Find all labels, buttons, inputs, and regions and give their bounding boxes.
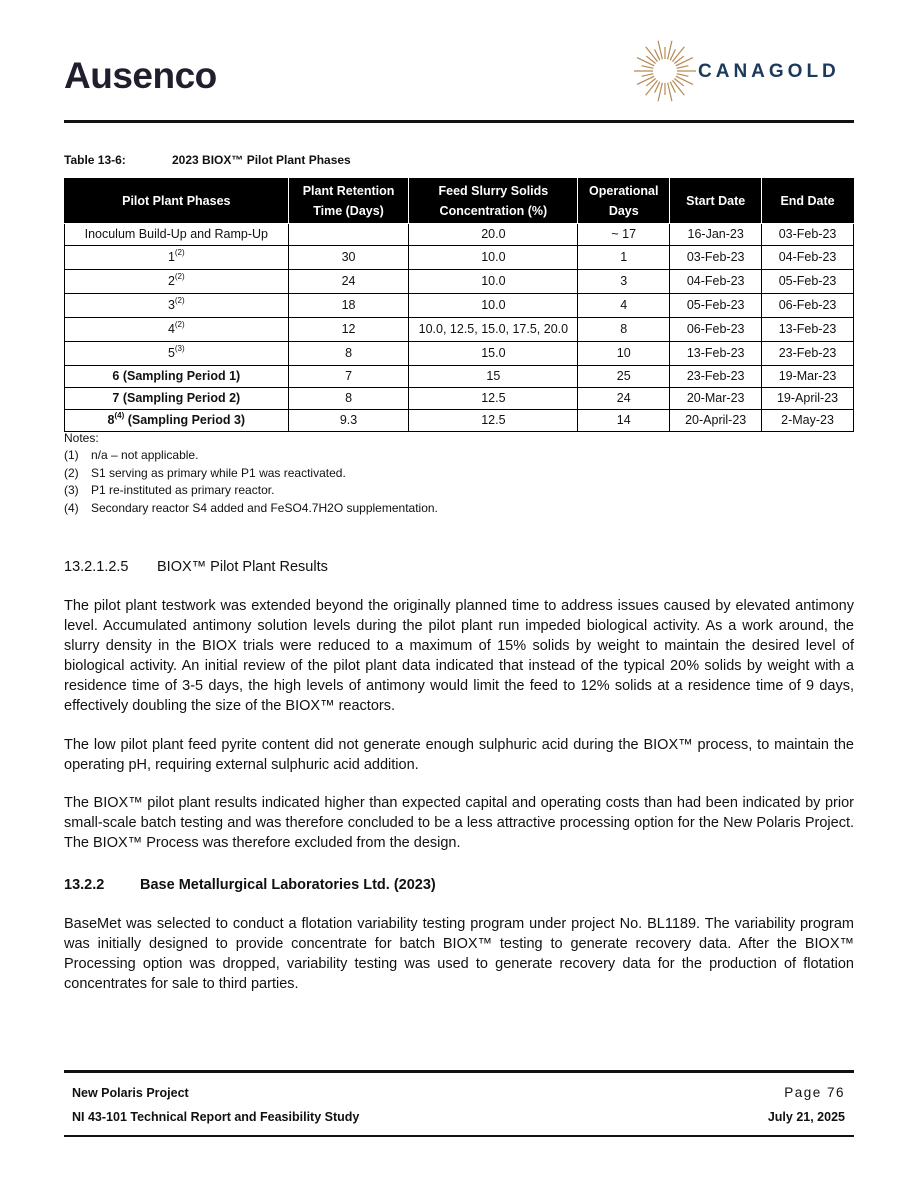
days-cell: 25 [578, 366, 670, 388]
start-date-cell: 23-Feb-23 [670, 366, 762, 388]
column-header-line: Time (Days) [313, 204, 384, 218]
footer-report: NI 43-101 Technical Report and Feasibility Study [72, 1110, 360, 1124]
start-date-cell: 05-Feb-23 [670, 294, 762, 318]
end-date-cell: 05-Feb-23 [762, 270, 854, 294]
column-header [409, 179, 578, 224]
table-label: Table 13-6: [64, 153, 126, 167]
table-row [65, 294, 854, 318]
column-header-line: Pilot Plant Phases [122, 194, 231, 208]
start-date-cell: 03-Feb-23 [670, 246, 762, 270]
start-date-cell: 06-Feb-23 [670, 318, 762, 342]
section-title: Base Metallurgical Laboratories Ltd. (2023) [140, 877, 436, 893]
section-number: 13.2.1.2.5 [64, 559, 129, 575]
phase-label: 5 [167, 346, 175, 360]
phase-cell [65, 388, 289, 410]
phase-footnote-ref: (2) [174, 272, 185, 281]
column-header-line: Days [608, 204, 639, 218]
table-notes [64, 430, 438, 517]
phase-cell [65, 246, 289, 270]
header-rule [64, 120, 854, 123]
retention-cell: 30 [288, 246, 409, 270]
retention-cell [288, 224, 409, 246]
days-cell: 14 [578, 410, 670, 432]
table-body [65, 224, 854, 432]
basemet-paragraph: BaseMet was selected to conduct a flotation variability testing program under project No. BL1189. The variability program was initially designed to provide concentrate for batch BIOX™ testing to generate recovery data. After the BIOX™ Processing option was dropped, variability testing was used to generate recovery data for the production of flotation concentrates for sale to third parties. [64, 916, 854, 992]
results-paragraph-1: The pilot plant testwork was extended beyond the originally planned time to address issues caused by elevated antimony level. Accumulated antimony solution levels during the pilot plant run impeded biological activity. As a work around, the slurry density in the BIOX trials were reduced to a maximum of 15% solids by weight to maintain the desired level of biological activity. An initial review of the pilot plant data indicated that instead of the typical 20% solids by weight with a residence time of 3-5 days, the high levels of antimony would limit the feed to 12% solids at a residence time of 9 days, effectively doubling the size of the BIOX™ reactors. [64, 598, 854, 714]
end-date-cell: 19-April-23 [762, 388, 854, 410]
canagold-sun-icon [632, 38, 698, 104]
days-cell: 24 [578, 388, 670, 410]
phase-label: 4 [167, 322, 175, 336]
note-text: P1 re-instituted as primary reactor. [91, 483, 275, 498]
note-text: Secondary reactor S4 added and FeSO4.7H2O supplementation. [91, 500, 438, 515]
solids-cell: 10.0 [409, 294, 578, 318]
column-header-line: Plant Retention [302, 184, 395, 198]
retention-cell: 8 [288, 342, 409, 366]
solids-cell: 12.5 [409, 388, 578, 410]
column-header-line: Concentration (%) [439, 204, 548, 218]
retention-cell: 24 [288, 270, 409, 294]
note-item [64, 482, 438, 499]
note-number: (4) [64, 500, 79, 515]
phase-footnote-ref: (3) [174, 344, 185, 353]
phase-footnote-ref: (4) [114, 411, 125, 420]
retention-cell: 18 [288, 294, 409, 318]
notes-list [64, 447, 438, 517]
phase-cell [65, 294, 289, 318]
end-date-cell: 06-Feb-23 [762, 294, 854, 318]
phase-label: 3 [167, 298, 175, 312]
solids-cell: 12.5 [409, 410, 578, 432]
phase-label: 6 (Sampling Period 1) [112, 369, 241, 383]
note-number: (2) [64, 465, 79, 480]
phase-label: 2 [167, 274, 175, 288]
end-date-cell: 2-May-23 [762, 410, 854, 432]
note-item [64, 465, 438, 482]
results-paragraph-3: The BIOX™ pilot plant results indicated higher than expected capital and operating costs than had been indicated by prior small-scale batch testing and was therefore concluded to be a less attractive processing option for the New Polaris Project. The BIOX™ Process was therefore excluded from the design. [64, 795, 854, 851]
solids-cell: 10.0 [409, 246, 578, 270]
end-date-cell: 19-Mar-23 [762, 366, 854, 388]
column-header-line: End Date [780, 194, 835, 208]
column-header-line: Operational [589, 184, 659, 198]
pilot-plant-phases-table [64, 178, 854, 432]
end-date-cell: 13-Feb-23 [762, 318, 854, 342]
table-row [65, 388, 854, 410]
solids-cell: 20.0 [409, 224, 578, 246]
days-cell: 10 [578, 342, 670, 366]
column-header [670, 179, 762, 224]
phase-label: 7 (Sampling Period 2) [112, 391, 241, 405]
ausenco-logo-text: Ausenco [64, 55, 217, 96]
column-header [762, 179, 854, 224]
column-header [65, 179, 289, 224]
table-header-row [65, 179, 854, 224]
phase-footnote-ref: (2) [174, 248, 185, 257]
phase-label: Inoculum Build-Up and Ramp-Up [84, 227, 269, 241]
phase-cell [65, 270, 289, 294]
phase-label-suffix: (Sampling Period 3) [124, 413, 246, 427]
note-item [64, 500, 438, 517]
phase-cell [65, 342, 289, 366]
days-cell: 1 [578, 246, 670, 270]
footer-date: July 21, 2025 [767, 1110, 845, 1124]
column-header-line: Feed Slurry Solids [438, 184, 549, 198]
days-cell: 4 [578, 294, 670, 318]
phase-cell [65, 410, 289, 432]
start-date-cell: 04-Feb-23 [670, 270, 762, 294]
days-cell: ~ 17 [578, 224, 670, 246]
phase-footnote-ref: (2) [174, 320, 185, 329]
section-number: 13.2.2 [64, 877, 105, 893]
table-row [65, 342, 854, 366]
table-row [65, 224, 854, 246]
phase-cell [65, 318, 289, 342]
start-date-cell: 20-April-23 [670, 410, 762, 432]
note-text: S1 serving as primary while P1 was reactivated. [91, 465, 346, 480]
section-title: BIOX™ Pilot Plant Results [157, 559, 328, 575]
retention-cell: 8 [288, 388, 409, 410]
phase-label: 8 [107, 413, 115, 427]
retention-cell: 9.3 [288, 410, 409, 432]
note-text: n/a – not applicable. [91, 448, 199, 463]
retention-cell: 12 [288, 318, 409, 342]
table-row [65, 270, 854, 294]
column-header [578, 179, 670, 224]
table-caption [64, 153, 351, 167]
end-date-cell: 03-Feb-23 [762, 224, 854, 246]
column-header-line: Start Date [686, 194, 746, 208]
start-date-cell: 13-Feb-23 [670, 342, 762, 366]
section-heading-results [64, 559, 328, 575]
results-paragraph-2: The low pilot plant feed pyrite content did not generate enough sulphuric acid during the BIOX™ process, to maintain the operating pH, requiring external sulphuric acid addition. [64, 737, 854, 773]
start-date-cell: 16-Jan-23 [670, 224, 762, 246]
footer-project: New Polaris Project [72, 1086, 189, 1100]
phase-cell [65, 224, 289, 246]
solids-cell: 15.0 [409, 342, 578, 366]
solids-cell: 15 [409, 366, 578, 388]
days-cell: 3 [578, 270, 670, 294]
table-row [65, 410, 854, 432]
table-row [65, 246, 854, 270]
section-heading-basemet [64, 877, 436, 893]
note-number: (1) [64, 448, 79, 463]
table-title: 2023 BIOX™ Pilot Plant Phases [172, 153, 351, 167]
ausenco-logo [64, 56, 217, 96]
footer-page-number: Page 76 [784, 1085, 845, 1100]
solids-cell: 10.0 [409, 270, 578, 294]
table-row [65, 366, 854, 388]
table-row [65, 318, 854, 342]
canagold-logo-text: CANAGOLD [698, 61, 840, 82]
phase-cell [65, 366, 289, 388]
end-date-cell: 23-Feb-23 [762, 342, 854, 366]
days-cell: 8 [578, 318, 670, 342]
start-date-cell: 20-Mar-23 [670, 388, 762, 410]
footer-bottom-rule [64, 1135, 854, 1137]
solids-cell: 10.0, 12.5, 15.0, 17.5, 20.0 [409, 318, 578, 342]
note-item [64, 447, 438, 464]
notes-title: Notes: [64, 431, 99, 445]
end-date-cell: 04-Feb-23 [762, 246, 854, 270]
phase-label: 1 [167, 250, 175, 264]
phase-footnote-ref: (2) [174, 296, 185, 305]
column-header [288, 179, 409, 224]
note-number: (3) [64, 483, 79, 498]
retention-cell: 7 [288, 366, 409, 388]
footer-rule [64, 1070, 854, 1073]
